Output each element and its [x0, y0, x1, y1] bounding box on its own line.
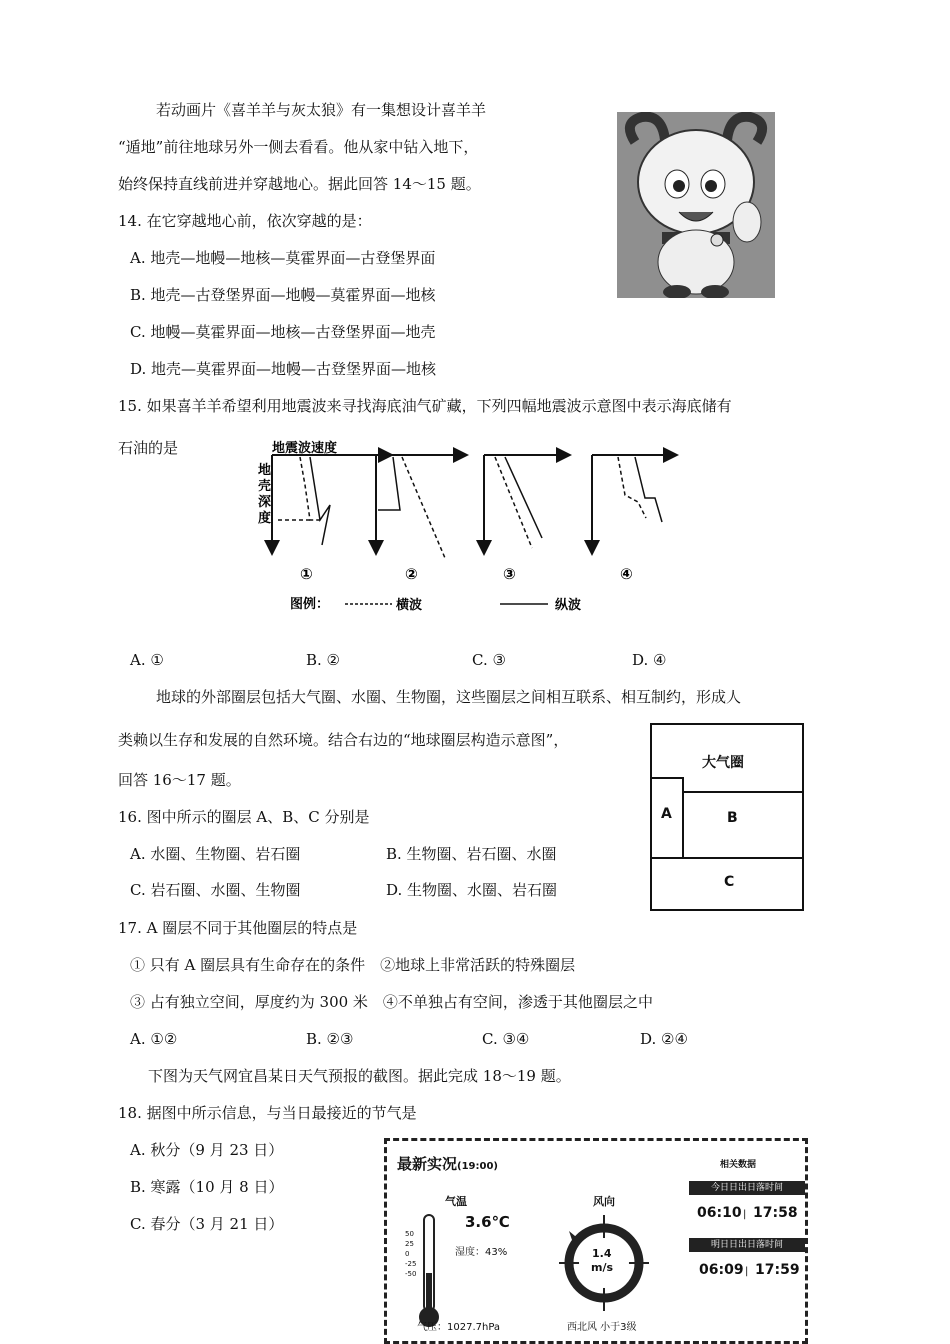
q17-option-c: C. ③④: [482, 1030, 530, 1048]
intro-line-3: 始终保持直线前进并穿越地心。据此回答 14～15 题。: [118, 175, 481, 193]
today-sunset: 17:58: [753, 1205, 798, 1221]
q15-option-c: C. ③: [472, 651, 506, 669]
axis-label-speed: 地震波速度: [272, 441, 338, 456]
axis-label-depth-1: 地: [258, 463, 272, 478]
intro2-line-3: 回答 16～17 题。: [118, 771, 241, 789]
q18-option-a: A. 秋分（9 月 23 日）: [130, 1141, 284, 1159]
temp-label: 气温: [445, 1195, 467, 1208]
tomorrow-bar: 明日日出日落时间: [689, 1238, 805, 1252]
sphere-label-atmosphere: 大气圈: [702, 755, 744, 771]
q14-option-d: D. 地壳—莫霍界面—地幔—古登堡界面—地核: [130, 360, 437, 378]
q16-option-b: B. 生物圈、岩石圈、水圈: [386, 845, 557, 863]
thermometer-icon: [417, 1213, 441, 1333]
q18-option-c: C. 春分（3 月 21 日）: [130, 1215, 284, 1233]
q15-stem-a: 15. 如果喜羊羊希望利用地震波来寻找海底油气矿藏，下列四幅地震波示意图中表示海底储有: [118, 397, 732, 415]
intro3: 下图为天气网宜昌某日天气预报的截图。据此完成 18～19 题。: [148, 1067, 571, 1085]
intro-line-2: “遁地”前往地球另外一侧去看看。他从家中钻入地下，: [118, 138, 479, 156]
q17-option-d: D. ②④: [640, 1030, 688, 1048]
panel-label-4: ④: [620, 565, 633, 583]
sphere-label-a: A: [661, 806, 672, 822]
q18-option-b: B. 寒露（10 月 8 日）: [130, 1178, 284, 1196]
q15-stem-b: 石油的是: [118, 439, 179, 457]
q17-statement-2: ③ 占有独立空间，厚度约为 300 米 ④不单独占有空间，渗透于其他圈层之中: [130, 993, 653, 1011]
seismic-wave-diagram: [250, 430, 690, 620]
cartoon-sheep-image: [617, 112, 775, 298]
intro2-line-2: 类赖以生存和发展的自然环境。结合右边的“地球圈层构造示意图”，: [118, 731, 569, 749]
q16-stem: 16. 图中所示的圈层 A、B、C 分别是: [118, 808, 370, 826]
q17-option-a: A. ①②: [130, 1030, 178, 1048]
humidity: 湿度：43%: [455, 1247, 508, 1258]
tomorrow-sunrise: 06:09: [699, 1262, 744, 1278]
q14-option-b: B. 地壳—古登堡界面—地幔—莫霍界面—地核: [130, 286, 436, 304]
q16-option-d: D. 生物圈、水圈、岩石圈: [386, 881, 558, 899]
legend-title: 图例：: [290, 597, 330, 612]
panel-label-1: ①: [300, 565, 313, 583]
q16-option-a: A. 水圈、生物圈、岩石圈: [130, 845, 301, 863]
intro2-line-1: 地球的外部圈层包括大气圈、水圈、生物圈，这些圈层之间相互联系、相互制约，形成人: [156, 688, 742, 706]
tomorrow-sunset: 17:59: [755, 1262, 800, 1278]
related-label: 相关数据: [720, 1160, 757, 1170]
q16-option-c: C. 岩石圈、水圈、生物圈: [130, 881, 301, 899]
panel-label-2: ②: [405, 565, 418, 583]
intro-line-1: 若动画片《喜羊羊与灰太狼》有一集想设计喜羊羊: [156, 101, 487, 119]
wind-desc: 西北风 小于3级: [567, 1322, 637, 1333]
q17-statement-1: ① 只有 A 圈层具有生命存在的条件 ②地球上非常活跃的特殊圈层: [130, 956, 576, 974]
temp-value: 3.6℃: [465, 1213, 510, 1231]
sphere-label-c: C: [724, 874, 735, 890]
axis-label-depth-3: 深: [258, 495, 272, 510]
legend-solid-label: 纵波: [555, 598, 582, 613]
q15-option-b: B. ②: [306, 651, 341, 669]
q17-option-b: B. ②③: [306, 1030, 354, 1048]
pressure: 气压：1027.7hPa: [417, 1322, 501, 1333]
earth-sphere-diagram: [650, 723, 804, 911]
wind-speed: 1.4: [592, 1247, 612, 1260]
wind-label: 风向: [593, 1195, 615, 1208]
legend-dashed-label: 横波: [396, 598, 423, 613]
axis-label-depth-2: 壳: [258, 479, 272, 494]
q14-option-a: A. 地壳—地幔—地核—莫霍界面—古登堡界面: [130, 249, 436, 267]
today-bar: 今日日出日落时间: [689, 1181, 805, 1195]
q15-option-d: D. ④: [632, 651, 667, 669]
sphere-label-b: B: [727, 810, 738, 826]
q15-option-a: A. ①: [130, 651, 164, 669]
tomorrow-sep: |: [745, 1266, 749, 1277]
q14-stem: 14. 在它穿越地心前，依次穿越的是：: [118, 212, 372, 230]
q17-stem: 17. A 圈层不同于其他圈层的特点是: [118, 919, 358, 937]
axis-label-depth-4: 度: [258, 511, 272, 526]
today-sep: |: [743, 1209, 747, 1220]
today-sunrise: 06:10: [697, 1205, 742, 1221]
thermo-scale: 50 25 0 -25 -50: [405, 1230, 417, 1278]
q14-option-c: C. 地幔—莫霍界面—地核—古登堡界面—地壳: [130, 323, 436, 341]
weather-widget: [384, 1138, 808, 1344]
q18-stem: 18. 据图中所示信息，与当日最接近的节气是: [118, 1104, 417, 1122]
wind-unit: m/s: [591, 1261, 614, 1274]
panel-label-3: ③: [503, 565, 516, 583]
weather-title: 最新实况(19:00): [397, 1155, 498, 1173]
